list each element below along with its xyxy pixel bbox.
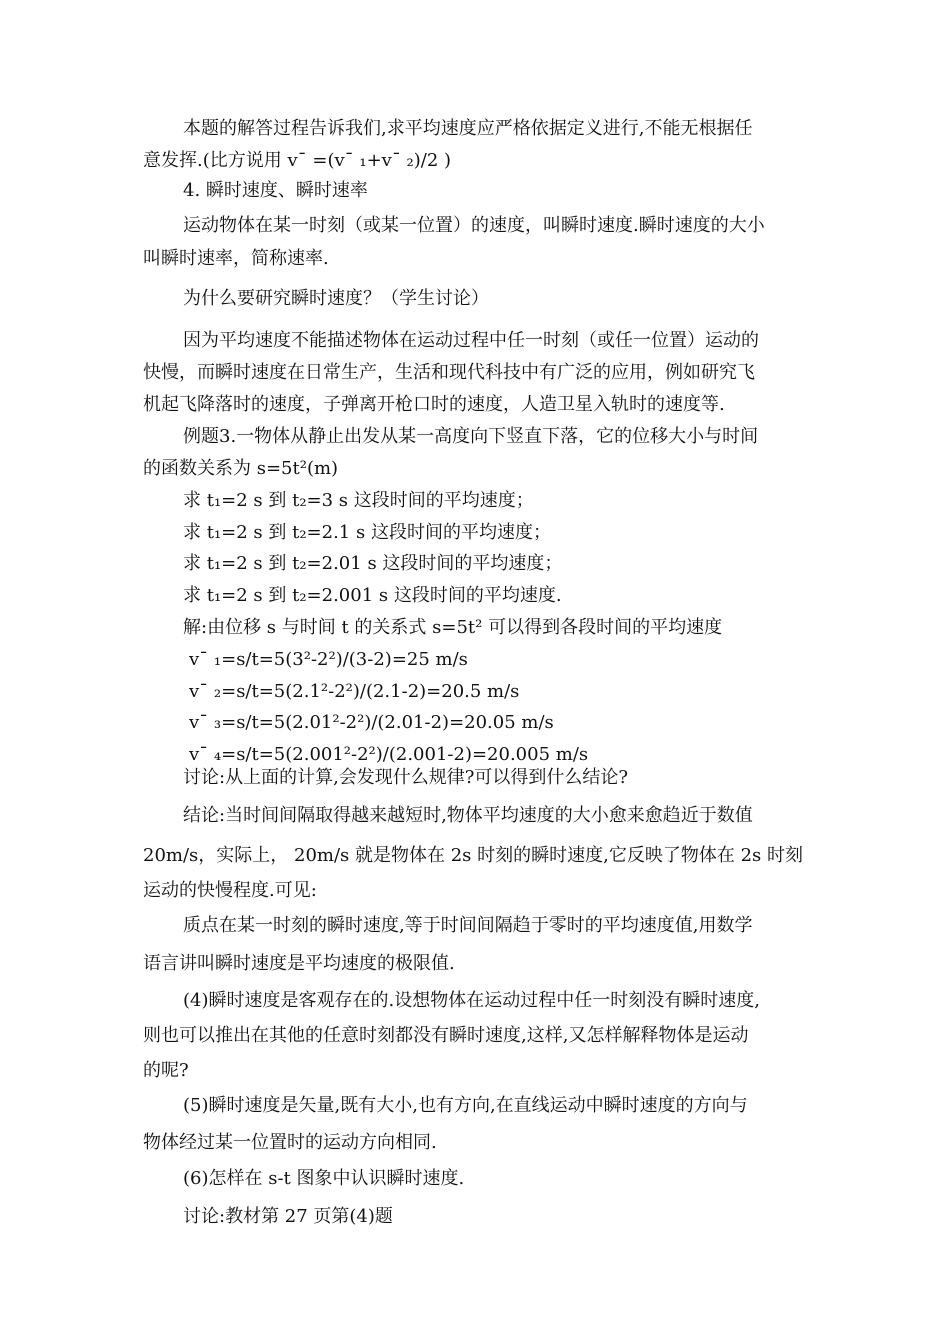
solution-line: 解:由位移 s 与时间 t 的关系式 s=5t² 可以得到各段时间的平均速度 (183, 617, 723, 638)
section-heading: 4. 瞬时速度、瞬时速率 (183, 180, 368, 201)
paragraph-line: (6)怎样在 s-t 图象中认识瞬时速度. (183, 1168, 465, 1189)
paragraph-line: 意发挥.(比方说用 v¯ =(v¯ ₁+v¯ ₂)/2 ) (143, 150, 452, 171)
question-line: 求 t₁=2 s 到 t₂=3 s 这段时间的平均速度； (183, 490, 534, 511)
paragraph-line: (4)瞬时速度是客观存在的.设想物体在运动过程中任一时刻没有瞬时速度, (183, 990, 760, 1011)
paragraph-line: 快慢，而瞬时速度在日常生产，生活和现代科技中有广泛的应用，例如研究飞 (143, 362, 755, 383)
paragraph-line: 物体经过某一位置时的运动方向相同. (143, 1132, 437, 1153)
paragraph-line: (5)瞬时速度是矢量,既有大小,也有方向,在直线运动中瞬时速度的方向与 (183, 1095, 748, 1116)
paragraph-line: 质点在某一时刻的瞬时速度,等于时间间隔趋于零时的平均速度值,用数学 (183, 915, 753, 936)
paragraph-line: 机起飞降落时的速度，子弹离开枪口时的速度，人造卫星入轨时的速度等. (143, 394, 725, 415)
paragraph-line: 因为平均速度不能描述物体在运动过程中任一时刻（或任一位置）运动的 (183, 330, 759, 351)
discussion-line: 讨论:教材第 27 页第(4)题 (183, 1206, 393, 1227)
question-line: 求 t₁=2 s 到 t₂=2.001 s 这段时间的平均速度. (183, 585, 562, 606)
question-line: 求 t₁=2 s 到 t₂=2.01 s 这段时间的平均速度； (183, 553, 563, 574)
equation-line: v¯ ₁=s/t=5(3²-2²)/(3-2)=25 m/s (189, 649, 468, 670)
paragraph-line: 20m/s，实际上， 20m/s 就是物体在 2s 时刻的瞬时速度,它反映了物体在 2s 时刻 (143, 845, 803, 866)
paragraph-line: 叫瞬时速率，简称速率. (143, 248, 329, 269)
example-line: 例题3.一物体从静止出发从某一高度向下竖直下落，它的位移大小与时间 (183, 426, 759, 447)
paragraph-line: 为什么要研究瞬时速度？（学生讨论） (183, 288, 489, 309)
paragraph-line: 的呢? (143, 1060, 189, 1081)
paragraph-line: 语言讲叫瞬时速度是平均速度的极限值. (143, 953, 455, 974)
equation-line: v¯ ₃=s/t=5(2.01²-2²)/(2.01-2)=20.05 m/s (189, 712, 554, 733)
equation-line: v¯ ₂=s/t=5(2.1²-2²)/(2.1-2)=20.5 m/s (189, 681, 520, 702)
paragraph-line: 运动的快慢程度.可见: (143, 880, 317, 901)
paragraph-line: 本题的解答过程告诉我们,求平均速度应严格依据定义进行,不能无根据任 (183, 118, 753, 139)
paragraph-line: 结论:当时间间隔取得越来越短时,物体平均速度的大小愈来愈趋近于数值 (183, 805, 753, 826)
example-line: 的函数关系为 s=5t²(m) (143, 458, 339, 479)
question-line: 求 t₁=2 s 到 t₂=2.1 s 这段时间的平均速度； (183, 522, 551, 543)
equation-line: v¯ ₄=s/t=5(2.001²-2²)/(2.001-2)=20.005 m/s (189, 744, 589, 765)
paragraph-line: 运动物体在某一时刻（或某一位置）的速度，叫瞬时速度.瞬时速度的大小 (183, 215, 765, 236)
paragraph-line: 则也可以推出在其他的任意时刻都没有瞬时速度,这样,又怎样解释物体是运动 (143, 1025, 749, 1046)
discussion-line: 讨论:从上面的计算,会发现什么规律?可以得到什么结论? (183, 767, 629, 788)
